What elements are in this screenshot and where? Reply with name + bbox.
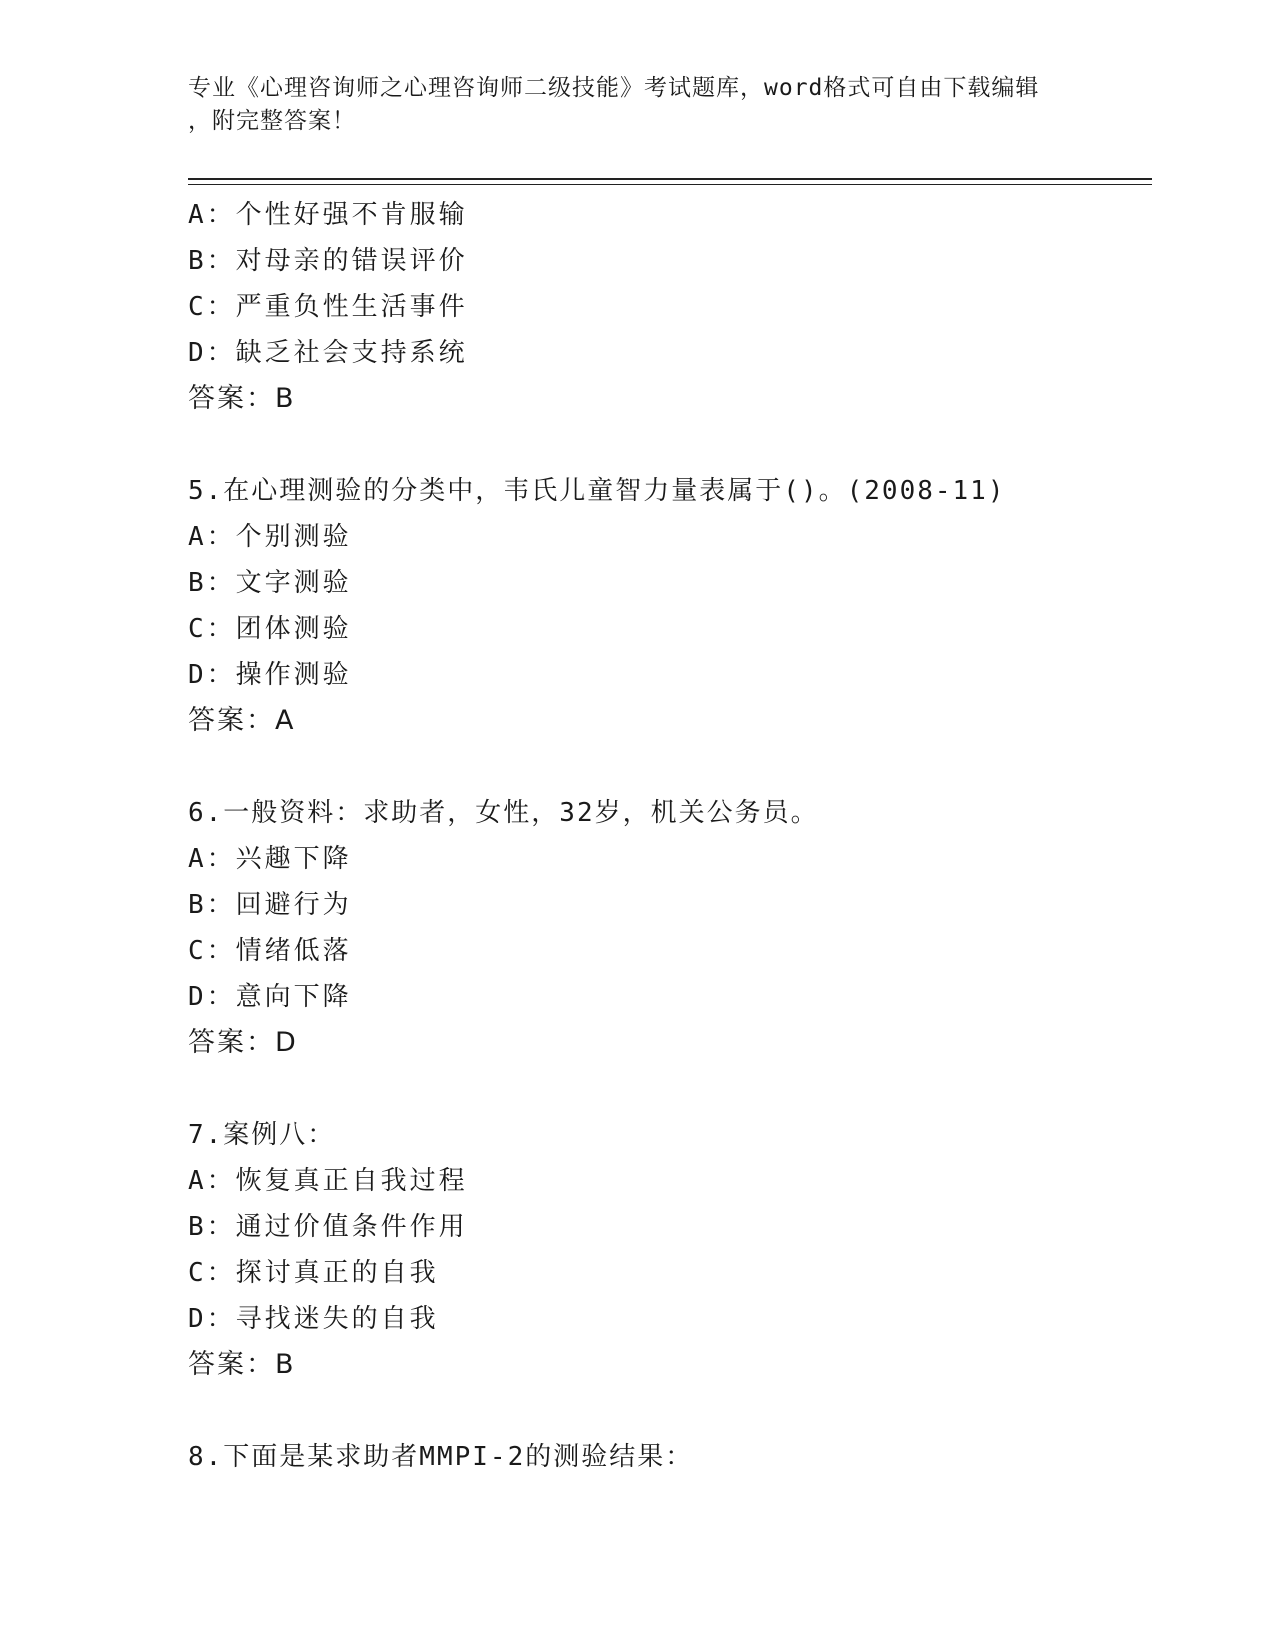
option-b: B：回避行为 bbox=[188, 890, 352, 920]
question-list bbox=[188, 192, 1148, 1480]
option-b: B：文字测验 bbox=[188, 568, 352, 598]
option-a: A：个别测验 bbox=[188, 522, 352, 552]
option-d: D：意向下降 bbox=[188, 982, 352, 1012]
answer-line: 答案：B bbox=[188, 1349, 296, 1380]
question-block-8 bbox=[188, 1434, 1148, 1480]
spacer bbox=[188, 744, 1148, 790]
option-c: C：严重负性生活事件 bbox=[188, 292, 468, 322]
option-a: A：个性好强不肯服输 bbox=[188, 200, 468, 230]
option-b: B：通过价值条件作用 bbox=[188, 1212, 468, 1242]
question-text: 5.在心理测验的分类中，韦氏儿童智力量表属于()。(2008-11) bbox=[188, 476, 1006, 506]
question-block-4 bbox=[188, 192, 1148, 422]
header-divider-thin bbox=[188, 184, 1152, 185]
question-text: 8.下面是某求助者MMPI-2的测验结果： bbox=[188, 1442, 694, 1472]
spacer bbox=[188, 1388, 1148, 1434]
question-block-5 bbox=[188, 468, 1148, 744]
question-text: 6.一般资料：求助者，女性，32岁，机关公务员。 bbox=[188, 798, 819, 828]
option-b: B：对母亲的错误评价 bbox=[188, 246, 468, 276]
header-divider-thick bbox=[188, 178, 1152, 180]
question-text: 7.案例八： bbox=[188, 1120, 336, 1150]
spacer bbox=[188, 422, 1148, 468]
question-block-7 bbox=[188, 1112, 1148, 1388]
option-a: A：恢复真正自我过程 bbox=[188, 1166, 468, 1196]
option-d: D：寻找迷失的自我 bbox=[188, 1304, 439, 1334]
answer-line: 答案：A bbox=[188, 705, 296, 736]
document-header bbox=[188, 72, 1088, 138]
header-line-1: 专业《心理咨询师之心理咨询师二级技能》考试题库，word格式可自由下载编辑 bbox=[188, 75, 1040, 101]
spacer bbox=[188, 1066, 1148, 1112]
question-block-6 bbox=[188, 790, 1148, 1066]
option-c: C：探讨真正的自我 bbox=[188, 1258, 439, 1288]
option-c: C：情绪低落 bbox=[188, 936, 352, 966]
header-line-2: ，附完整答案！ bbox=[188, 108, 356, 134]
answer-line: 答案：B bbox=[188, 383, 296, 414]
option-c: C：团体测验 bbox=[188, 614, 352, 644]
option-d: D：操作测验 bbox=[188, 660, 352, 690]
option-a: A：兴趣下降 bbox=[188, 844, 352, 874]
answer-line: 答案：D bbox=[188, 1027, 298, 1058]
option-d: D：缺乏社会支持系统 bbox=[188, 338, 468, 368]
